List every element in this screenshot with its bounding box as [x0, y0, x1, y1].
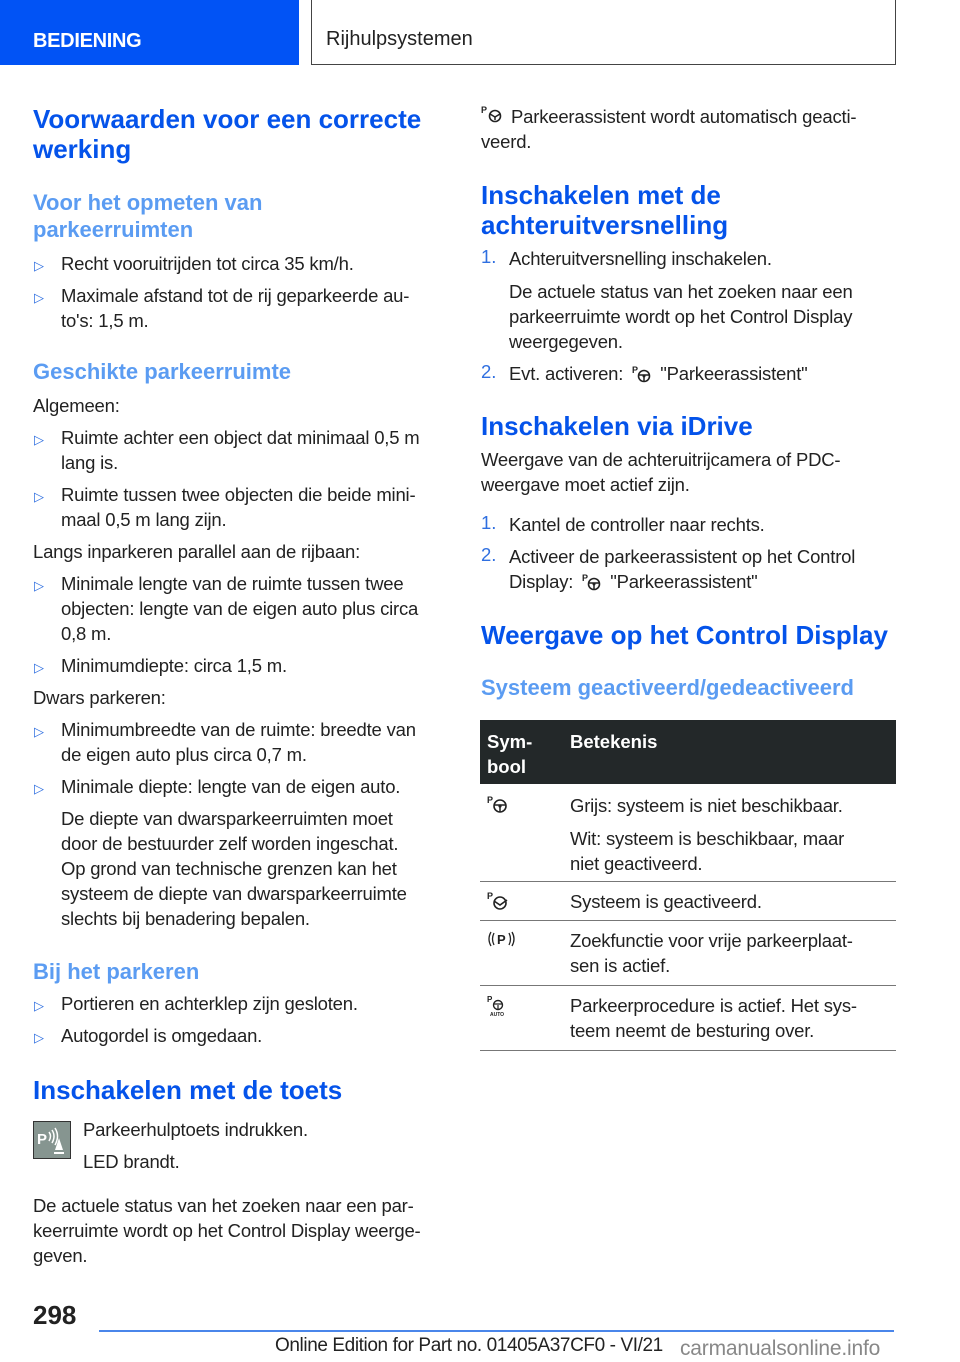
meaning-line: Parkeerprocedure is actief. Het sys-	[570, 995, 857, 1016]
list-item-text: objecten: lengte van de eigen auto plus circa	[61, 598, 419, 619]
step-number: 2.	[481, 361, 497, 382]
note-line: weergegeven.	[509, 331, 623, 352]
list-item	[61, 717, 416, 767]
note-line: slechts bij benadering bepalen.	[61, 908, 310, 929]
button-step-1: Parkeerhulptoets indrukken.	[83, 1119, 308, 1140]
heading-line: achteruitversnelling	[481, 210, 729, 240]
svg-text:P: P	[37, 1131, 48, 1148]
bullet-triangle-icon: ▷	[34, 290, 44, 305]
svg-text:P: P	[487, 891, 494, 901]
section-label: BEDIENING	[33, 30, 142, 52]
list-item-text: Maximale afstand tot de rij geparkeerde au-	[61, 285, 410, 306]
perpendicular-label: Dwars parkeren:	[33, 687, 166, 708]
reverse-step-2	[509, 361, 808, 386]
park-assist-steering-icon	[487, 794, 513, 814]
note-line: systeem de diepte van dwarsparkeerruimte	[61, 883, 407, 904]
meaning-line: teem neemt de besturing over.	[570, 1020, 815, 1041]
measure-heading	[33, 189, 262, 243]
button-section-heading: Inschakelen met de toets	[33, 1075, 343, 1105]
table-header	[480, 720, 896, 784]
note-line: De actuele status van het zoeken naar een	[509, 281, 853, 302]
status-paragraph	[33, 1193, 421, 1268]
list-item	[61, 774, 400, 799]
display-subheading: Systeem geactiveerd/gedeactiveerd	[481, 675, 854, 700]
step-number: 1.	[481, 246, 497, 267]
step-text: "Parkeerassistent"	[610, 571, 758, 592]
chapter-label: Rijhulpsystemen	[326, 28, 473, 50]
row-meaning	[570, 928, 853, 978]
step-number: 1.	[481, 512, 497, 533]
svg-text:P: P	[487, 795, 494, 805]
table-row	[480, 882, 896, 921]
page-title-line: Voorwaarden voor een correcte	[33, 104, 422, 134]
auto-activated-text	[481, 104, 856, 154]
park-assist-auto-icon	[487, 994, 513, 1018]
paragraph-line: De actuele status van het zoeken naar een par-	[33, 1195, 414, 1216]
list-item-text: Minimale lengte van de ruimte tussen twee	[61, 573, 404, 594]
bullet-triangle-icon: ▷	[34, 578, 44, 593]
list-item	[61, 991, 358, 1016]
svg-text:P: P	[481, 105, 488, 115]
heading-line: parkeerruimten	[33, 217, 194, 242]
idrive-step-2	[509, 544, 855, 594]
bullet-triangle-icon: ▷	[34, 258, 44, 273]
list-item	[61, 653, 287, 678]
chapter-tab	[311, 0, 896, 65]
edition-info: Online Edition for Part no. 01405A37CF0 - VI/21	[275, 1335, 663, 1356]
list-item-text: Recht vooruitrijden tot circa 35 km/h.	[61, 253, 354, 274]
list-item-text: maal 0,5 m lang zijn.	[61, 509, 227, 530]
list-item	[61, 283, 409, 333]
list-item-text: Minimumbreedte van de ruimte: breedte van	[61, 719, 416, 740]
table-row	[480, 921, 896, 986]
meaning-line: Grijs: systeem is niet beschikbaar.	[570, 795, 843, 816]
intro-line: weergave moet actief zijn.	[481, 474, 690, 495]
bullet-triangle-icon: ▷	[34, 432, 44, 447]
display-heading: Weergave op het Control Display	[481, 620, 888, 650]
parallel-label: Langs inparkeren parallel aan de rijbaan:	[33, 541, 361, 562]
idrive-intro	[481, 447, 840, 497]
step-text: Display:	[509, 571, 574, 592]
footer-divider	[99, 1330, 894, 1332]
note-line: door de bestuurder zelf worden ingeschat.	[61, 833, 399, 854]
button-step-2: LED brandt.	[83, 1151, 180, 1172]
list-item-text: Ruimte tussen twee objecten die beide mini-	[61, 484, 416, 505]
bullet-triangle-icon: ▷	[34, 998, 44, 1013]
meaning-line: Wit: systeem is beschikbaar, maar	[570, 828, 845, 849]
text-line: veerd.	[481, 131, 532, 152]
bullet-triangle-icon: ▷	[34, 724, 44, 739]
row-meaning	[570, 993, 857, 1043]
general-label: Algemeen:	[33, 395, 120, 416]
park-assist-active-icon	[487, 890, 513, 912]
note-line: parkeerruimte wordt op het Control Display	[509, 306, 853, 327]
heading-line: Voor het opmeten van	[33, 190, 263, 215]
step-text: "Parkeerassistent"	[660, 363, 808, 384]
list-item	[61, 1023, 262, 1048]
park-assist-steering-icon	[632, 365, 652, 383]
reverse-step-1: Achteruitversnelling inschakelen.	[509, 248, 772, 269]
column-header-symbol	[487, 729, 532, 779]
parking-search-icon	[487, 929, 519, 949]
reverse-heading	[481, 180, 728, 240]
header-line: bool	[487, 756, 527, 777]
meaning-line: Zoekfunctie voor vrije parkeerplaat-	[570, 930, 853, 951]
table-row	[480, 986, 896, 1051]
bullet-triangle-icon: ▷	[34, 660, 44, 675]
meaning-line: niet geactiveerd.	[570, 853, 703, 874]
bullet-triangle-icon: ▷	[34, 781, 44, 796]
list-item	[61, 482, 415, 532]
meaning-line: sen is actief.	[570, 955, 671, 976]
svg-text:P: P	[632, 364, 639, 375]
suitable-heading: Geschikte parkeerruimte	[33, 359, 292, 384]
perpendicular-note	[61, 806, 407, 931]
step-text: Activeer de parkeerassistent op het Control	[509, 546, 856, 567]
paragraph-line: geven.	[33, 1245, 88, 1266]
list-item-text: to's: 1,5 m.	[61, 310, 149, 331]
list-item-text: de eigen auto plus circa 0,7 m.	[61, 744, 307, 765]
step-number: 2.	[481, 544, 497, 565]
page-title	[33, 104, 421, 164]
list-item-text: lang is.	[61, 452, 119, 473]
idrive-heading: Inschakelen via iDrive	[481, 411, 753, 441]
svg-text:AUTO: AUTO	[490, 1012, 505, 1018]
page-title-line: werking	[33, 134, 132, 164]
step-text: Evt. activeren:	[509, 363, 624, 384]
list-item-text: 0,8 m.	[61, 623, 112, 644]
section-tab	[0, 0, 299, 65]
svg-text:P: P	[582, 572, 589, 583]
list-item-text: Autogordel is omgedaan.	[61, 1025, 263, 1046]
idrive-step-1: Kantel de controller naar rechts.	[509, 514, 765, 535]
bullet-triangle-icon: ▷	[34, 1030, 44, 1045]
note-line: De diepte van dwarsparkeerruimten moet	[61, 808, 393, 829]
list-item	[61, 425, 420, 475]
intro-line: Weergave van de achteruitrijcamera of PDC-	[481, 449, 841, 470]
table-row	[480, 784, 896, 882]
list-item-text: Portieren en achterklep zijn gesloten.	[61, 993, 358, 1014]
header-line: Sym-	[487, 731, 533, 752]
list-item-text: Minimumdiepte: circa 1,5 m.	[61, 655, 287, 676]
page-number: 298	[33, 1300, 77, 1330]
row-meaning	[570, 793, 844, 876]
svg-text:P: P	[487, 995, 493, 1004]
reverse-step-1-note	[509, 279, 853, 354]
list-item-text: Ruimte achter een object dat minimaal 0,5 m	[61, 427, 420, 448]
list-item-text: Minimale diepte: lengte van de eigen auto.	[61, 776, 401, 797]
note-line: Op grond van technische grenzen kan het	[61, 858, 397, 879]
parking-heading: Bij het parkeren	[33, 959, 200, 984]
park-assist-button-icon	[33, 1121, 71, 1159]
text-line: Parkeerassistent wordt automatisch geacti-	[511, 106, 857, 127]
bullet-triangle-icon: ▷	[34, 489, 44, 504]
watermark: carmanualsonline.info	[680, 1337, 881, 1360]
symbol-table	[480, 720, 896, 1051]
heading-line: Inschakelen met de	[481, 180, 721, 210]
park-assist-steering-icon	[582, 573, 602, 591]
list-item	[61, 251, 354, 276]
row-meaning: Systeem is geactiveerd.	[570, 891, 762, 912]
list-item	[61, 571, 418, 646]
column-header-meaning: Betekenis	[570, 731, 658, 752]
paragraph-line: keerruimte wordt op het Control Display weerge-	[33, 1220, 421, 1241]
svg-text:P: P	[497, 932, 506, 947]
